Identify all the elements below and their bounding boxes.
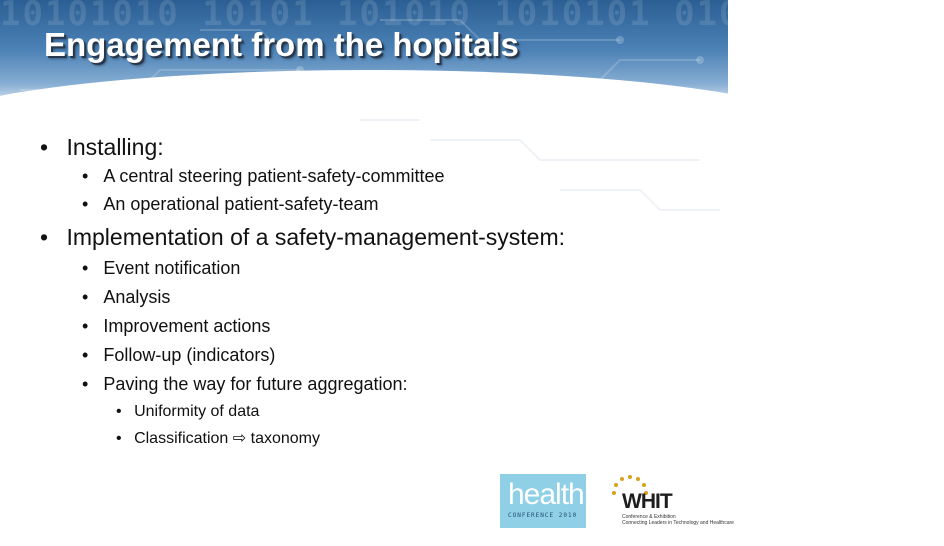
whit-wordmark: WHIT [622,490,672,513]
bullet-installing [40,134,164,161]
bullet-marker: • [82,194,89,214]
bullet-text: Implementation of a safety-management-system: [66,224,566,250]
whit-subline [622,514,734,526]
bullet-text: Installing: [66,134,164,160]
bullet-text: An operational patient-safety-team [103,194,379,214]
slide-title: Engagement from the hopitals [44,26,519,63]
bullet-marker: • [82,166,89,186]
bullet-text: Event notification [103,258,241,278]
health-logo-subline: CONFERENCE 2010 [508,512,578,519]
bullet-text: Analysis [103,287,171,307]
bullet-marker: • [116,430,122,447]
bullet-text: Classification ⇨ taxonomy [134,430,320,447]
bullet-follow-up [82,345,275,366]
bullet-uniformity-of-data [116,403,259,421]
bullet-event-notification [82,258,240,279]
bullet-marker: • [82,316,89,336]
bullet-marker: • [116,403,122,420]
bullet-text: Improvement actions [103,316,271,336]
bullet-text: Paving the way for future aggregation: [103,374,408,394]
whit-subline-2: Connecting Leaders in Technology and Healthcare [622,520,734,526]
health-logo-wordmark: health [508,478,584,511]
bullet-steering-committee [82,166,444,187]
bullet-marker: • [40,224,49,250]
background-digits: 10101010 10101 101010 1010101 0101010 1010 [0,0,944,34]
bullet-text: Follow-up (indicators) [103,345,276,365]
bullet-marker: • [82,287,89,307]
bullet-implementation [40,224,565,251]
header-banner [0,0,944,112]
bullet-paving-the-way [82,374,408,395]
bullet-marker: • [40,134,49,160]
bullet-text: A central steering patient-safety-committee [103,166,445,186]
whit-subline-1: Conference & Exhibition [622,514,676,520]
bullet-marker: • [82,258,89,278]
bullet-marker: • [82,345,89,365]
whit-logo [604,472,734,530]
bullet-text: Uniformity of data [134,403,260,420]
bullet-marker: • [82,374,89,394]
bullet-safety-team [82,194,379,215]
health-conference-logo [500,474,586,528]
bullet-analysis [82,287,170,308]
bullet-improvement-actions [82,316,270,337]
bullet-classification [116,428,320,448]
